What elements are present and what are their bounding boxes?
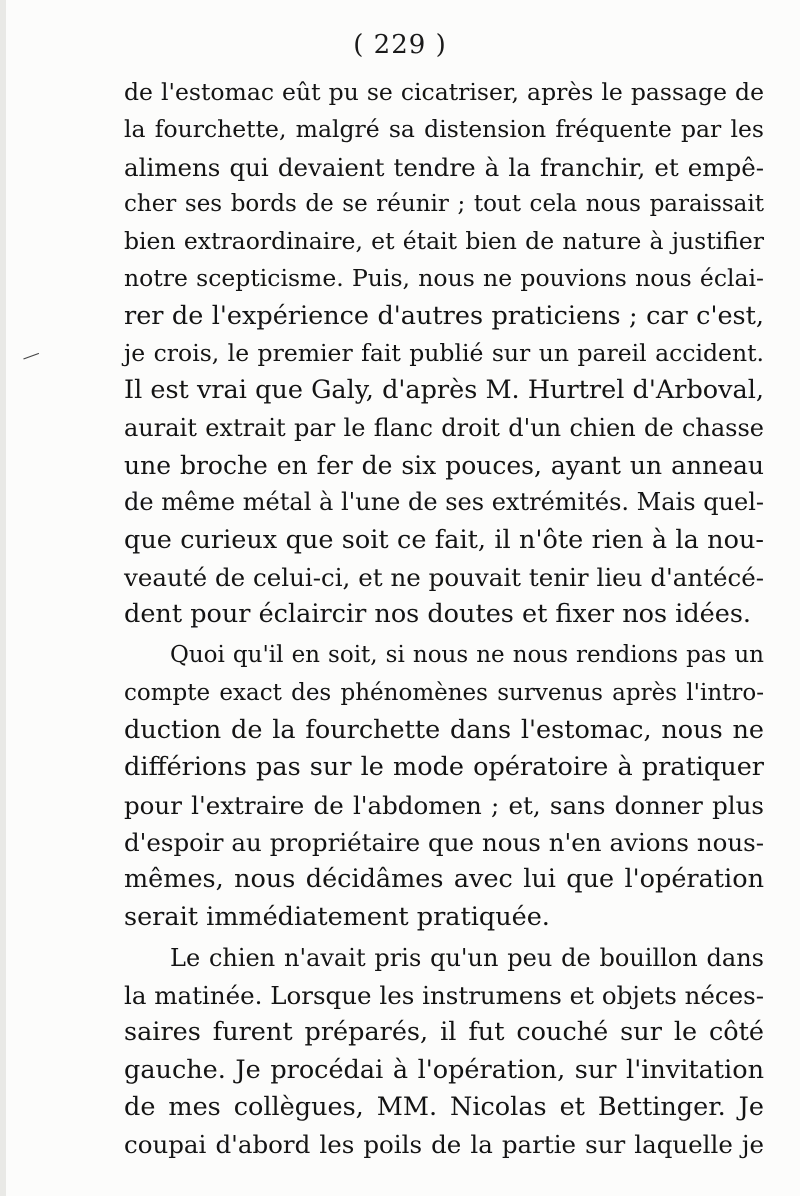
text-line: gauche. Je procédai à l'opération, sur l'invitation	[124, 1054, 764, 1085]
text-line: Il est vrai que Galy, d'après M. Hurtrel d'Arboval,	[124, 375, 764, 406]
text-line: coupai d'abord les poils de la partie sur laquelle je	[124, 1130, 764, 1160]
text-line: cher ses bords de se réunir ; tout cela nous paraissait	[124, 190, 764, 217]
text-line: la fourchette, malgré sa distension fréquente par les	[124, 115, 764, 144]
text-line: différions pas sur le mode opératoire à pratiquer	[124, 752, 764, 783]
page-number: ( 229 )	[353, 30, 447, 60]
text-line: compte exact des phénomènes survenus après l'intro-	[124, 679, 764, 706]
text-line: alimens qui devaient tendre à la franchir, et empê-	[124, 152, 764, 182]
text-line: de même métal à l'une de ses extrémités. Mais quel-	[124, 488, 764, 517]
text-line: de mes collègues, MM. Nicolas et Bettinger. Je	[124, 1092, 764, 1123]
text-line: Quoi qu'il en soit, si nous ne nous rendions pas un	[170, 642, 764, 669]
text-line: d'espoir au propriétaire que nous n'en avions nous-	[124, 827, 764, 857]
margin-mark: —	[18, 342, 44, 369]
text-line: que curieux que soit ce fait, il n'ôte rien à la nou-	[124, 524, 764, 555]
text-line: veauté de celui-ci, et ne pouvait tenir lieu d'antécé-	[124, 562, 764, 592]
text-line: pour l'extraire de l'abdomen ; et, sans donner plus	[124, 790, 764, 820]
text-line: saires furent préparés, il fut couché sur le côté	[124, 1017, 764, 1048]
text-line: une broche en fer de six pouces, ayant un anneau	[124, 450, 764, 480]
text-line: duction de la fourchette dans l'estomac, nous ne	[124, 715, 764, 746]
text-line: la matinée. Lorsque les instrumens et objets néces-	[124, 981, 764, 1011]
text-line: rer de l'expérience d'autres praticiens ; car c'est,	[124, 300, 764, 331]
text-line: mêmes, nous décidâmes avec lui que l'opération	[124, 864, 764, 895]
text-line: serait immédiatement pratiquée.	[124, 901, 550, 932]
body-text	[124, 74, 764, 1164]
text-line: bien extraordinaire, et était bien de nature à justifier	[124, 227, 764, 256]
page-edge-shadow	[0, 0, 6, 1196]
text-line: dent pour éclaircir nos doutes et fixer nos idées.	[124, 599, 752, 630]
text-line: notre scepticisme. Puis, nous ne pouvions nous éclai-	[124, 264, 764, 293]
text-line: Le chien n'avait pris qu'un peu de bouillon dans	[170, 943, 764, 972]
text-line: de l'estomac eût pu se cicatriser, après le passage de	[124, 78, 764, 106]
text-line: aurait extrait par le flanc droit d'un chien de chasse	[124, 413, 764, 442]
text-line: je crois, le premier fait publié sur un pareil accident.	[124, 339, 764, 368]
